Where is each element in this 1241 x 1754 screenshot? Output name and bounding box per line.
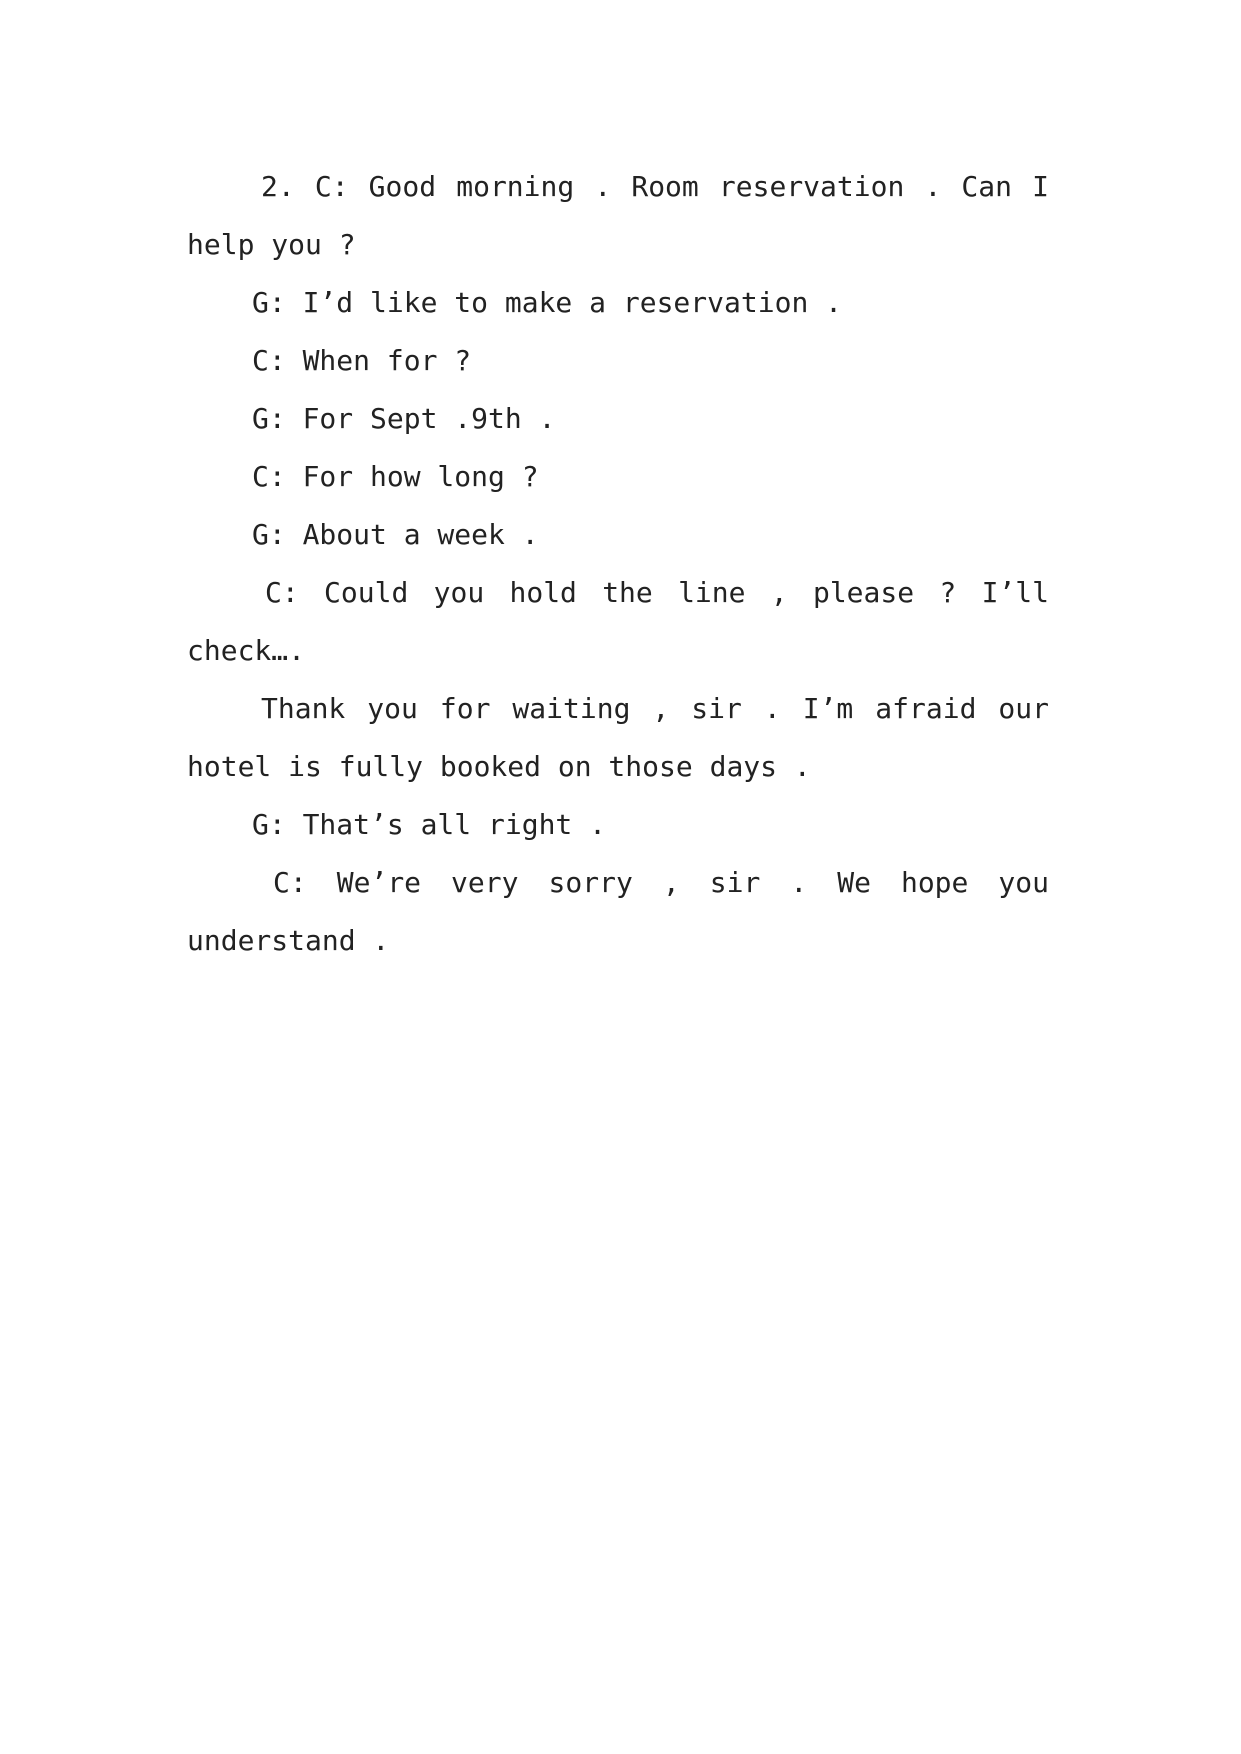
dialogue-line-9: G: That’s all right . [252, 808, 607, 841]
dialogue-line-8: Thank you for waiting , sir . I’m afraid our hotel is fully booked on those days . [187, 692, 1049, 783]
dialogue-line-7: C: Could you hold the line , please ? I’ll check…. [187, 576, 1049, 667]
dialogue-text [187, 158, 1049, 970]
dialogue-line-2: G: I’d like to make a reservation . [252, 286, 843, 319]
dialogue-line-5: C: For how long ? [252, 460, 539, 493]
dialogue-line-6: G: About a week . [252, 518, 539, 551]
dialogue-line-1: 2. C: Good morning . Room reservation . Can I help you ? [187, 170, 1049, 261]
dialogue-line-10: C: We’re very sorry , sir . We hope you understand . [187, 866, 1049, 957]
dialogue-line-4: G: For Sept .9th . [252, 402, 556, 435]
dialogue-line-3: C: When for ? [252, 344, 472, 377]
